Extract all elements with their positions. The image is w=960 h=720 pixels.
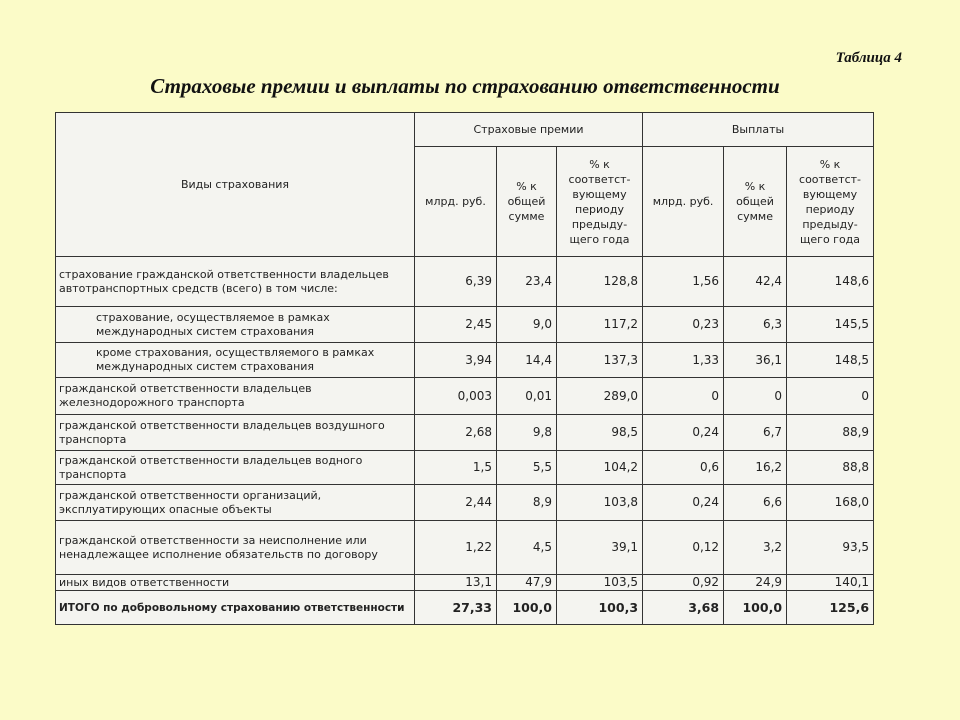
premiums-bln: 3,94 [415, 343, 497, 378]
payments-bln: 0,6 [643, 451, 724, 485]
payments-pct-prev: 145,5 [787, 307, 874, 343]
table-row [56, 575, 874, 591]
table-row [56, 451, 874, 485]
premiums-pct-prev: 128,8 [557, 257, 643, 307]
payments-bln: 0,92 [643, 575, 724, 591]
header-group-premiums: Страховые премии [415, 113, 643, 147]
header-payments-pct-prev: % к соответст-вующему периоду предыду-щего года [787, 147, 874, 257]
table-row [56, 378, 874, 415]
premiums-pct-total: 4,5 [497, 521, 557, 575]
premiums-pct-total: 14,4 [497, 343, 557, 378]
payments-pct-prev: 148,6 [787, 257, 874, 307]
insurance-table [55, 112, 873, 624]
row-label: гражданской ответственности за неисполнение или ненадлежащее исполнение обязательств по договору [56, 521, 415, 575]
payments-pct-prev: 93,5 [787, 521, 874, 575]
payments-pct-prev: 140,1 [787, 575, 874, 591]
payments-pct-total: 16,2 [724, 451, 787, 485]
premiums-pct-prev: 98,5 [557, 415, 643, 451]
header-group-payments: Выплаты [643, 113, 874, 147]
table-row [56, 343, 874, 378]
header-premiums-bln: млрд. руб. [415, 147, 497, 257]
header-premiums-pct-prev: % к соответст-вующему периоду предыду-щего года [557, 147, 643, 257]
premiums-pct-total: 8,9 [497, 485, 557, 521]
payments-bln: 1,56 [643, 257, 724, 307]
header-payments-pct-total: % к общей сумме [724, 147, 787, 257]
row-label: гражданской ответственности организаций, эксплуатирующих опасные объекты [56, 485, 415, 521]
total-payments-bln: 3,68 [643, 591, 724, 625]
total-premiums-bln: 27,33 [415, 591, 497, 625]
premiums-bln: 2,45 [415, 307, 497, 343]
payments-pct-prev: 148,5 [787, 343, 874, 378]
row-label: гражданской ответственности владельцев воздушного транспорта [56, 415, 415, 451]
slide-title: Страховые премии и выплаты по страхованию ответственности [150, 74, 780, 98]
table-row [56, 307, 874, 343]
row-label: гражданской ответственности владельцев железнодорожного транспорта [56, 378, 415, 415]
premiums-pct-total: 0,01 [497, 378, 557, 415]
total-premiums-pct-total: 100,0 [497, 591, 557, 625]
premiums-pct-total: 9,8 [497, 415, 557, 451]
table-row [56, 415, 874, 451]
total-row [56, 591, 874, 625]
premiums-bln: 1,5 [415, 451, 497, 485]
header-row-label: Виды страхования [56, 113, 415, 257]
total-premiums-pct-prev: 100,3 [557, 591, 643, 625]
premiums-pct-prev: 103,5 [557, 575, 643, 591]
total-payments-pct-prev: 125,6 [787, 591, 874, 625]
payments-bln: 0,24 [643, 415, 724, 451]
payments-bln: 0,23 [643, 307, 724, 343]
premiums-bln: 6,39 [415, 257, 497, 307]
payments-bln: 0,24 [643, 485, 724, 521]
total-label: ИТОГО по добровольному страхованию ответственности [56, 591, 415, 625]
table-row [56, 257, 874, 307]
row-label: кроме страхования, осуществляемого в рамках международных систем страхования [56, 343, 415, 378]
payments-pct-total: 6,6 [724, 485, 787, 521]
premiums-pct-total: 5,5 [497, 451, 557, 485]
payments-pct-total: 24,9 [724, 575, 787, 591]
premiums-bln: 2,68 [415, 415, 497, 451]
table-number: Таблица 4 [835, 50, 902, 66]
payments-pct-prev: 88,9 [787, 415, 874, 451]
row-label: иных видов ответственности [56, 575, 415, 591]
table-row [56, 485, 874, 521]
total-payments-pct-total: 100,0 [724, 591, 787, 625]
premiums-pct-prev: 117,2 [557, 307, 643, 343]
premiums-pct-prev: 39,1 [557, 521, 643, 575]
payments-pct-prev: 168,0 [787, 485, 874, 521]
payments-pct-prev: 88,8 [787, 451, 874, 485]
payments-bln: 0,12 [643, 521, 724, 575]
header-premiums-pct-total: % к общей сумме [497, 147, 557, 257]
premiums-bln: 13,1 [415, 575, 497, 591]
payments-pct-total: 6,3 [724, 307, 787, 343]
premiums-pct-total: 9,0 [497, 307, 557, 343]
premiums-pct-prev: 104,2 [557, 451, 643, 485]
payments-pct-total: 3,2 [724, 521, 787, 575]
premiums-pct-prev: 289,0 [557, 378, 643, 415]
payments-bln: 0 [643, 378, 724, 415]
header-payments-bln: млрд. руб. [643, 147, 724, 257]
payments-pct-total: 42,4 [724, 257, 787, 307]
payments-bln: 1,33 [643, 343, 724, 378]
row-label: гражданской ответственности владельцев водного транспорта [56, 451, 415, 485]
premiums-pct-prev: 137,3 [557, 343, 643, 378]
premiums-pct-total: 23,4 [497, 257, 557, 307]
premiums-bln: 1,22 [415, 521, 497, 575]
row-label: страхование гражданской ответственности владельцев автотранспортных средств (всего) в том числе: [56, 257, 415, 307]
row-label: страхование, осуществляемое в рамках международных систем страхования [56, 307, 415, 343]
table-row [56, 521, 874, 575]
premiums-pct-prev: 103,8 [557, 485, 643, 521]
payments-pct-total: 36,1 [724, 343, 787, 378]
payments-pct-total: 6,7 [724, 415, 787, 451]
premiums-bln: 2,44 [415, 485, 497, 521]
premiums-bln: 0,003 [415, 378, 497, 415]
payments-pct-prev: 0 [787, 378, 874, 415]
payments-pct-total: 0 [724, 378, 787, 415]
premiums-pct-total: 47,9 [497, 575, 557, 591]
